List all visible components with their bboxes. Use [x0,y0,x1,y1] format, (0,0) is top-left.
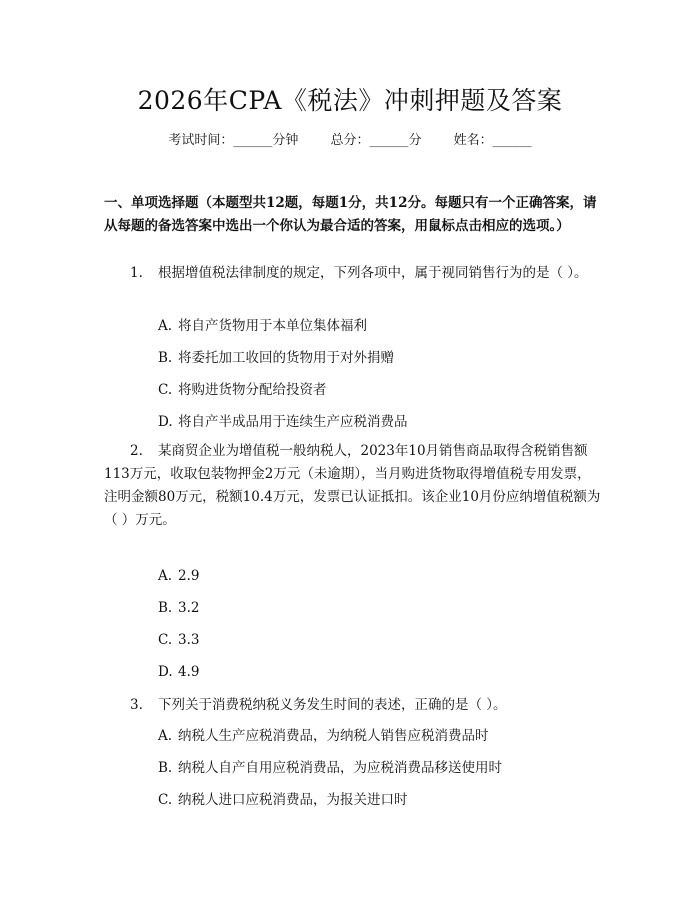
option-letter: B. [158,600,173,616]
question-number: 3. [130,697,143,713]
question-text: 下列关于消费税纳税义务发生时间的表述，正确的是（ ）。 [158,697,507,713]
q1-option-a[interactable] [158,316,598,336]
q3-option-c[interactable] [158,790,598,810]
option-letter: C. [158,792,173,808]
option-text: 将自产半成品用于连续生产应税消费品 [178,414,408,430]
option-letter: D. [158,664,173,680]
question-text: 根据增值税法律制度的规定，下列各项中，属于视同销售行为的是（ ）。 [158,265,588,281]
option-text: 纳税人生产应税消费品，为纳税人销售应税消费品时 [178,728,489,744]
document-title: 2026年CPA《税法》冲刺押题及答案 [137,86,563,115]
q1-option-b[interactable] [158,348,598,368]
option-text: 3.2 [178,600,200,616]
option-text: 2.9 [178,568,200,584]
option-letter: C. [158,632,173,648]
option-letter: B. [158,350,173,366]
option-letter: D. [158,414,173,430]
option-letter: B. [158,760,173,776]
option-letter: A. [158,568,173,584]
q3-option-a[interactable] [158,726,598,746]
question-number: 2. [130,443,143,459]
q1-option-d[interactable] [158,412,598,432]
option-text: 将购进货物分配给投资者 [178,382,327,398]
q3-option-b[interactable] [158,758,598,778]
option-text: 将委托加工收回的货物用于对外捐赠 [178,350,394,366]
exam-score: 总分：______分 [330,133,422,148]
option-text: 3.3 [178,632,200,648]
q2-option-c[interactable] [158,630,598,650]
question-3 [104,694,604,717]
q2-option-d[interactable] [158,662,598,682]
exam-meta [0,132,700,150]
exam-time: 考试时间：______分钟 [168,133,299,148]
question-number: 1. [130,265,143,281]
question-2 [104,440,604,532]
option-letter: A. [158,728,173,744]
option-letter: C. [158,382,173,398]
option-text: 纳税人自产自用应税消费品，为应税消费品移送使用时 [178,760,502,776]
question-text: 某商贸企业为增值税一般纳税人，2023年10月销售商品取得含税销售额113万元，收取包装物押金2万元（未逾期），当月购进货物取得增值税专用发票，注明金额80万元，税额10.4万元，发票已认证抵扣。该企业10月份应纳增值税额为（ ）万元。 [104,443,601,528]
option-letter: A. [158,318,173,334]
option-text: 4.9 [178,664,200,680]
option-text: 将自产货物用于本单位集体福利 [178,318,367,334]
section-heading: 一、单项选择题（本题型共12题，每题1分，共12分。每题只有一个正确答案，请从每题的备选答案中选出一个你认为最合适的答案，用鼠标点击相应的选项。） [104,195,597,234]
q1-option-c[interactable] [158,380,598,400]
q2-option-a[interactable] [158,566,598,586]
question-1 [104,262,604,285]
student-name: 姓名：______ [453,133,532,148]
q2-option-b[interactable] [158,598,598,618]
option-text: 纳税人进口应税消费品，为报关进口时 [178,792,408,808]
